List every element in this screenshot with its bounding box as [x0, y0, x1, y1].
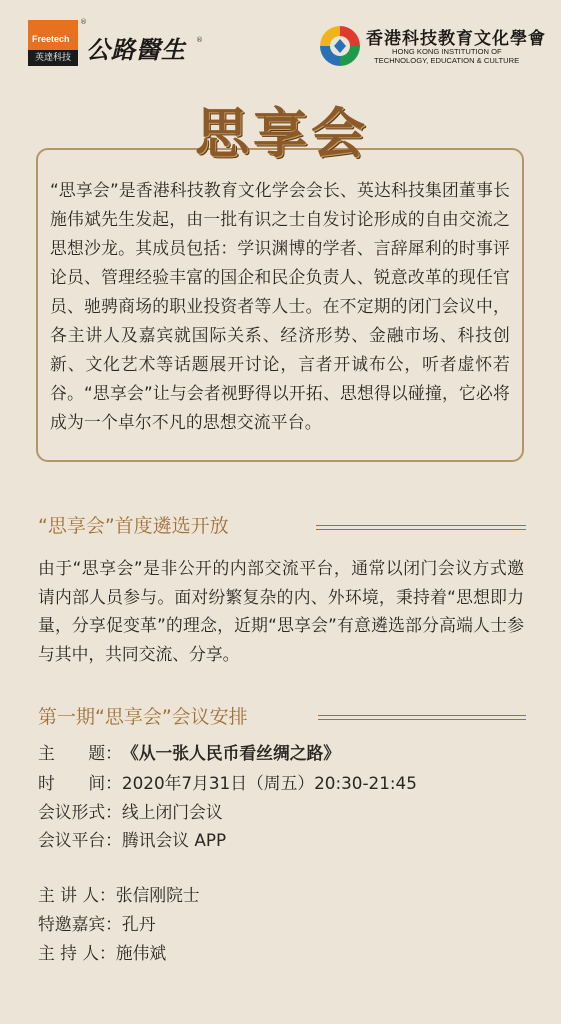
- info-label: 会议平台：: [38, 830, 122, 850]
- section-title-selection: “思享会”首度遴选开放: [38, 515, 229, 537]
- freetech-logo-text: Freetech: [32, 34, 70, 44]
- registered-mark: ®: [196, 36, 203, 44]
- info-label: 主 持 人：: [38, 943, 116, 963]
- brand-logo-text: 公路醫生: [86, 35, 186, 64]
- freetech-logo: [28, 20, 78, 66]
- info-topic: [38, 742, 340, 764]
- section-divider: [318, 715, 526, 721]
- info-value: 2020年7月31日（周五）20:30-21:45: [121, 773, 417, 793]
- info-label: 特邀嘉宾：: [38, 914, 122, 934]
- info-label: 主 题：: [38, 743, 122, 763]
- section-title-schedule: 第一期“思享会”会议安排: [38, 706, 248, 728]
- institute-name-en-line2: TECHNOLOGY, EDUCATION & CULTURE: [374, 56, 520, 65]
- institute-emblem-icon: [318, 24, 362, 68]
- info-label: 主 讲 人：: [38, 885, 116, 905]
- page-title: 思享会: [195, 101, 369, 165]
- info-host: [38, 942, 166, 964]
- info-value: 张信刚院士: [115, 885, 200, 905]
- institute-name-en-line1: HONG KONG INSTITUTION OF: [392, 47, 502, 56]
- info-value: 孔丹: [121, 914, 156, 934]
- info-platform: [38, 829, 226, 851]
- info-format: [38, 801, 223, 823]
- info-value: 施伟斌: [115, 943, 167, 963]
- intro-paragraph: “思享会”是香港科技教育文化学会会长、英达科技集团董事长施伟斌先生发起，由一批有识之士自发讨论形成的自由交流之思想沙龙。其成员包括：学识渊博的学者、言辞犀利的时事评论员、管理经验丰富的国企和民企负责人、锐意改革的现任官员、驰骋商场的职业投资者等人士。在不定期的闭门会议中，各主讲人及嘉宾就国际关系、经济形势、金融市场、科技创新、文化艺术等话题展开讨论，言者开诚布公，听者虚怀若谷。“思享会”让与会者视野得以开拓、思想得以碰撞，它必将成为一个卓尔不凡的思想交流平台。: [50, 180, 510, 432]
- info-speaker: [38, 884, 200, 906]
- selection-paragraph: 由于“思享会”是非公开的内部交流平台，通常以闭门会议方式邀请内部人员参与。面对纷繁复杂的内、外环境，秉持着“思想即力量，分享促变革”的理念，近期“思享会”有意遴选部分高端人士参与其中，共同交流、分享。: [38, 558, 524, 664]
- info-label: 会议形式：: [38, 802, 122, 822]
- section-divider: [316, 525, 526, 531]
- header: [0, 0, 561, 90]
- info-value: 《从一张人民币看丝绸之路》: [121, 743, 341, 763]
- info-value: 线上闭门会议: [121, 802, 223, 822]
- info-label: 时 间：: [38, 773, 122, 793]
- info-value: 腾讯会议 APP: [121, 830, 227, 850]
- info-guest: [38, 913, 156, 935]
- registered-mark: ®: [80, 18, 87, 26]
- institute-name-cn: 香港科技教育文化學會: [366, 29, 546, 49]
- freetech-logo-cn: 英達科技: [28, 50, 78, 66]
- info-time: [38, 772, 417, 794]
